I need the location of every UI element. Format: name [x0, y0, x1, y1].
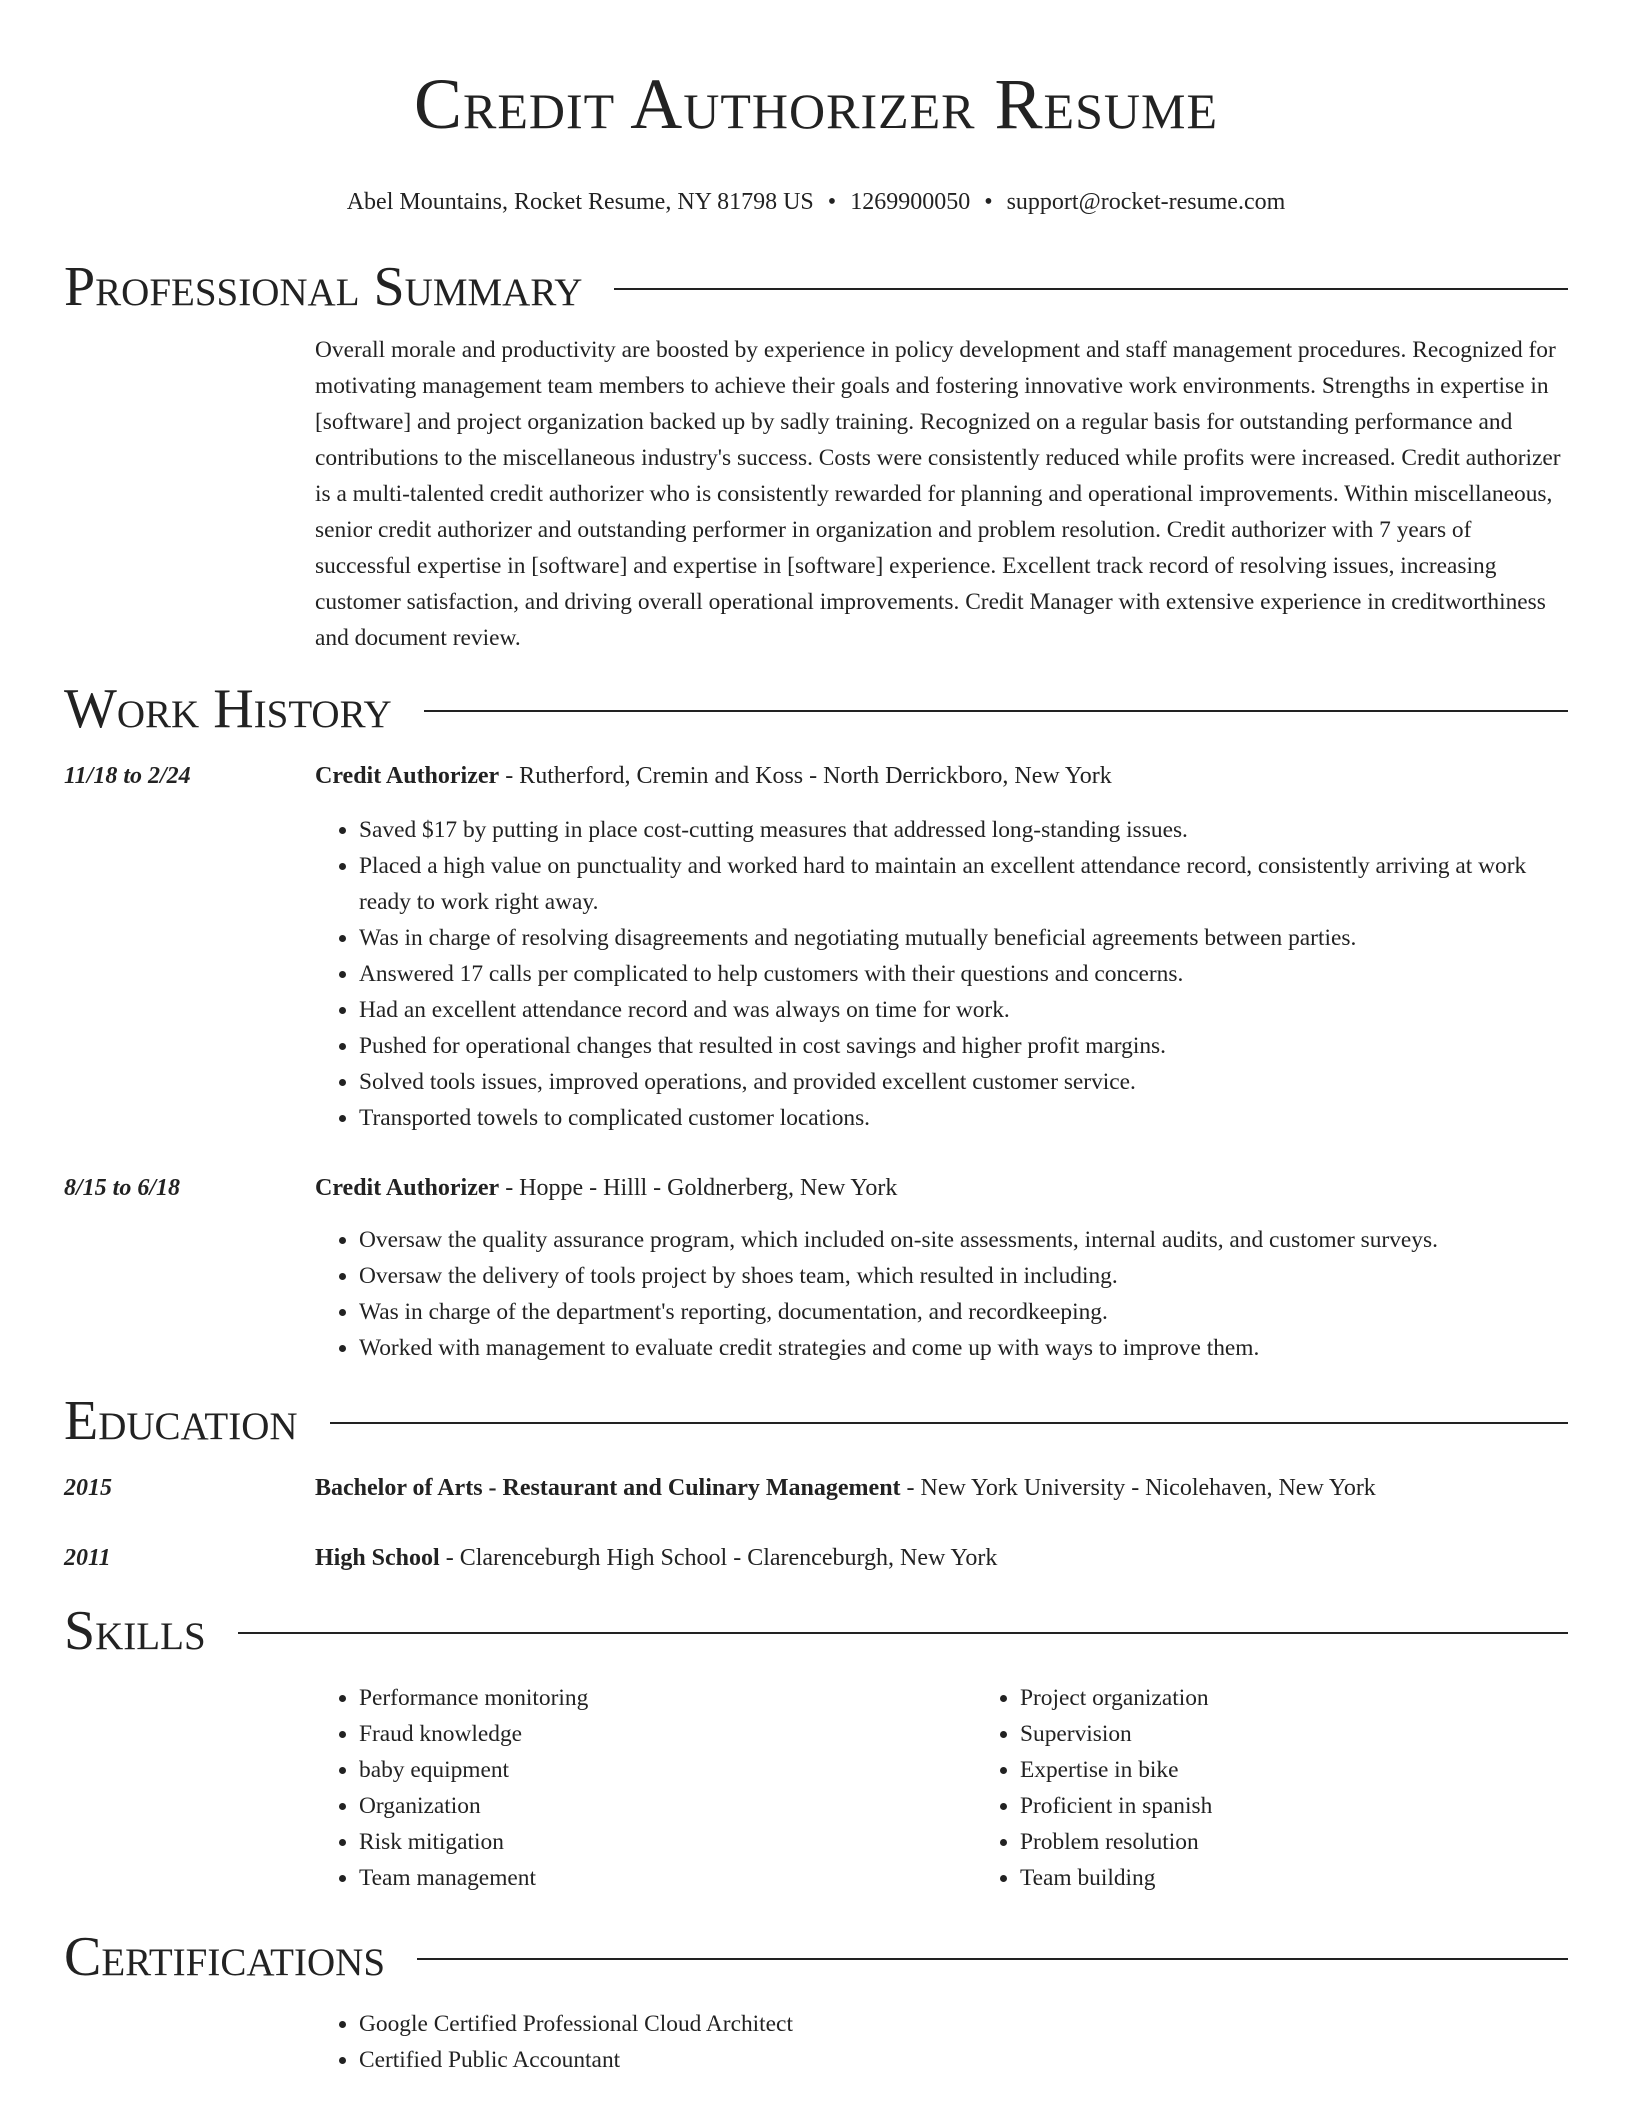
certifications-list [315, 2006, 1568, 2078]
skill-item: • Proficient in spanish [1020, 1788, 1632, 1824]
skill-item: • Project organization [1020, 1680, 1632, 1716]
contact-email: support@rocket-resume.com [1006, 189, 1286, 215]
skill-item: • Team building [1020, 1860, 1632, 1896]
education-degree: High School [315, 1545, 440, 1571]
education-header [64, 1386, 1568, 1456]
skill-item: • Expertise in bike [1020, 1752, 1632, 1788]
job-bullets [315, 812, 1568, 1136]
summary-header [64, 252, 1568, 322]
certification-item: • Google Certified Professional Cloud Architect [359, 2006, 1568, 2042]
skill-item: • Risk mitigation [359, 1824, 976, 1860]
education-section [64, 1386, 1568, 1576]
summary-heading: Professional Summary [64, 256, 583, 318]
certifications-header [64, 1922, 1568, 1992]
job-bullet: • Had an excellent attendance record and was always on time for work. [359, 992, 1568, 1028]
skill-item: • baby equipment [359, 1752, 976, 1788]
section-divider [424, 710, 1568, 712]
job-bullet: • Solved tools issues, improved operations, and provided excellent customer service. [359, 1064, 1568, 1100]
section-divider [330, 1422, 1568, 1424]
certification-item: • Certified Public Accountant [359, 2042, 1568, 2078]
job-entry [64, 758, 1568, 1136]
job-details: - Hoppe - Hilll - Goldnerberg, New York [499, 1175, 898, 1201]
skill-item: • Team management [359, 1860, 976, 1896]
certifications-heading: Certifications [64, 1926, 386, 1988]
job-bullet: • Worked with management to evaluate credit strategies and come up with ways to improve them. [359, 1330, 1568, 1366]
education-entry [64, 1470, 1568, 1506]
job-details: - Rutherford, Cremin and Koss - North Derrickboro, New York [499, 763, 1112, 789]
job-heading [315, 1170, 1568, 1206]
job-title: Credit Authorizer [315, 1175, 500, 1201]
job-bullets [315, 1222, 1568, 1366]
contact-separator: • [827, 189, 837, 215]
work-history-heading: Work History [64, 678, 392, 740]
job-bullet: • Transported towels to complicated customer locations. [359, 1100, 1568, 1136]
job-entry [64, 1170, 1568, 1366]
contact-separator: • [984, 189, 993, 215]
job-bullet: • Pushed for operational changes that resulted in cost savings and higher profit margins. [359, 1028, 1568, 1064]
job-dates: 11/18 to 2/24 [64, 763, 191, 789]
education-entry [64, 1540, 1568, 1576]
skills-heading: Skills [64, 1600, 206, 1662]
education-year: 2011 [64, 1545, 111, 1571]
education-details: - Clarenceburgh High School - Clarenceburgh, New York [439, 1545, 998, 1571]
summary-section [64, 252, 1568, 656]
job-dates: 8/15 to 6/18 [64, 1175, 181, 1201]
section-divider [417, 1958, 1568, 1960]
work-history-header [64, 674, 1568, 744]
education-year: 2015 [64, 1475, 112, 1501]
education-heading: Education [64, 1390, 298, 1452]
job-title: Credit Authorizer [315, 763, 500, 789]
job-bullet: • Oversaw the quality assurance program, which included on-site assessments, internal audits, and customer surveys. [359, 1222, 1568, 1258]
skill-item: • Organization [359, 1788, 976, 1824]
skills-list-left [315, 1680, 976, 1896]
job-bullet: • Oversaw the delivery of tools project by shoes team, which resulted in including. [359, 1258, 1568, 1294]
skills-list-right [976, 1680, 1632, 1896]
skill-item: • Performance monitoring [359, 1680, 976, 1716]
education-details: - New York University - Nicolehaven, New York [900, 1475, 1376, 1501]
skills-header [64, 1596, 1568, 1666]
skills-section [64, 1596, 1568, 1896]
section-divider [614, 288, 1568, 290]
skill-item: • Supervision [1020, 1716, 1632, 1752]
contact-line [64, 188, 1568, 216]
certifications-section [64, 1922, 1568, 2078]
job-heading [315, 758, 1568, 794]
education-degree: Bachelor of Arts - Restaurant and Culinary Management [315, 1475, 901, 1501]
contact-phone: 1269900050 [850, 189, 971, 215]
job-bullet: • Saved $17 by putting in place cost-cutting measures that addressed long-standing issues. [359, 812, 1568, 848]
summary-text: Overall morale and productivity are boosted by experience in policy development and staff management procedures. Recognized for motivating management team members to achieve their goals and fostering innovative work environments. Strengths in expertise in [software] and project organization backed up by sadly training. Recognized on a regular basis for outstanding performance and contributions to the miscellaneous industry's success. Costs were consistently reduced while profits were increased. Credit authorizer is a multi-talented credit authorizer who is consistently rewarded for planning and operational improvements. Within miscellaneous, senior credit authorizer and outstanding performer in organization and problem resolution. Credit authorizer with 7 years of successful expertise in [software] and expertise in [software] experience. Excellent track record of resolving issues, increasing customer satisfaction, and driving overall operational improvements. Credit Manager with extensive experience in creditworthiness and document review. [315, 337, 1561, 651]
job-bullet: • Answered 17 calls per complicated to help customers with their questions and concerns. [359, 956, 1568, 992]
work-history-section [64, 674, 1568, 1366]
job-bullet: • Was in charge of resolving disagreements and negotiating mutually beneficial agreements between parties. [359, 920, 1568, 956]
section-divider [238, 1632, 1568, 1634]
job-bullet: • Placed a high value on punctuality and worked hard to maintain an excellent attendance record, consistently arriving at work ready to work right away. [359, 848, 1568, 920]
contact-address: Abel Mountains, Rocket Resume, NY 81798 US [346, 189, 814, 215]
job-bullet: • Was in charge of the department's reporting, documentation, and recordkeeping. [359, 1294, 1568, 1330]
skill-item: • Problem resolution [1020, 1824, 1632, 1860]
skill-item: • Fraud knowledge [359, 1716, 976, 1752]
resume-title: Credit Authorizer Resume [413, 64, 1219, 144]
